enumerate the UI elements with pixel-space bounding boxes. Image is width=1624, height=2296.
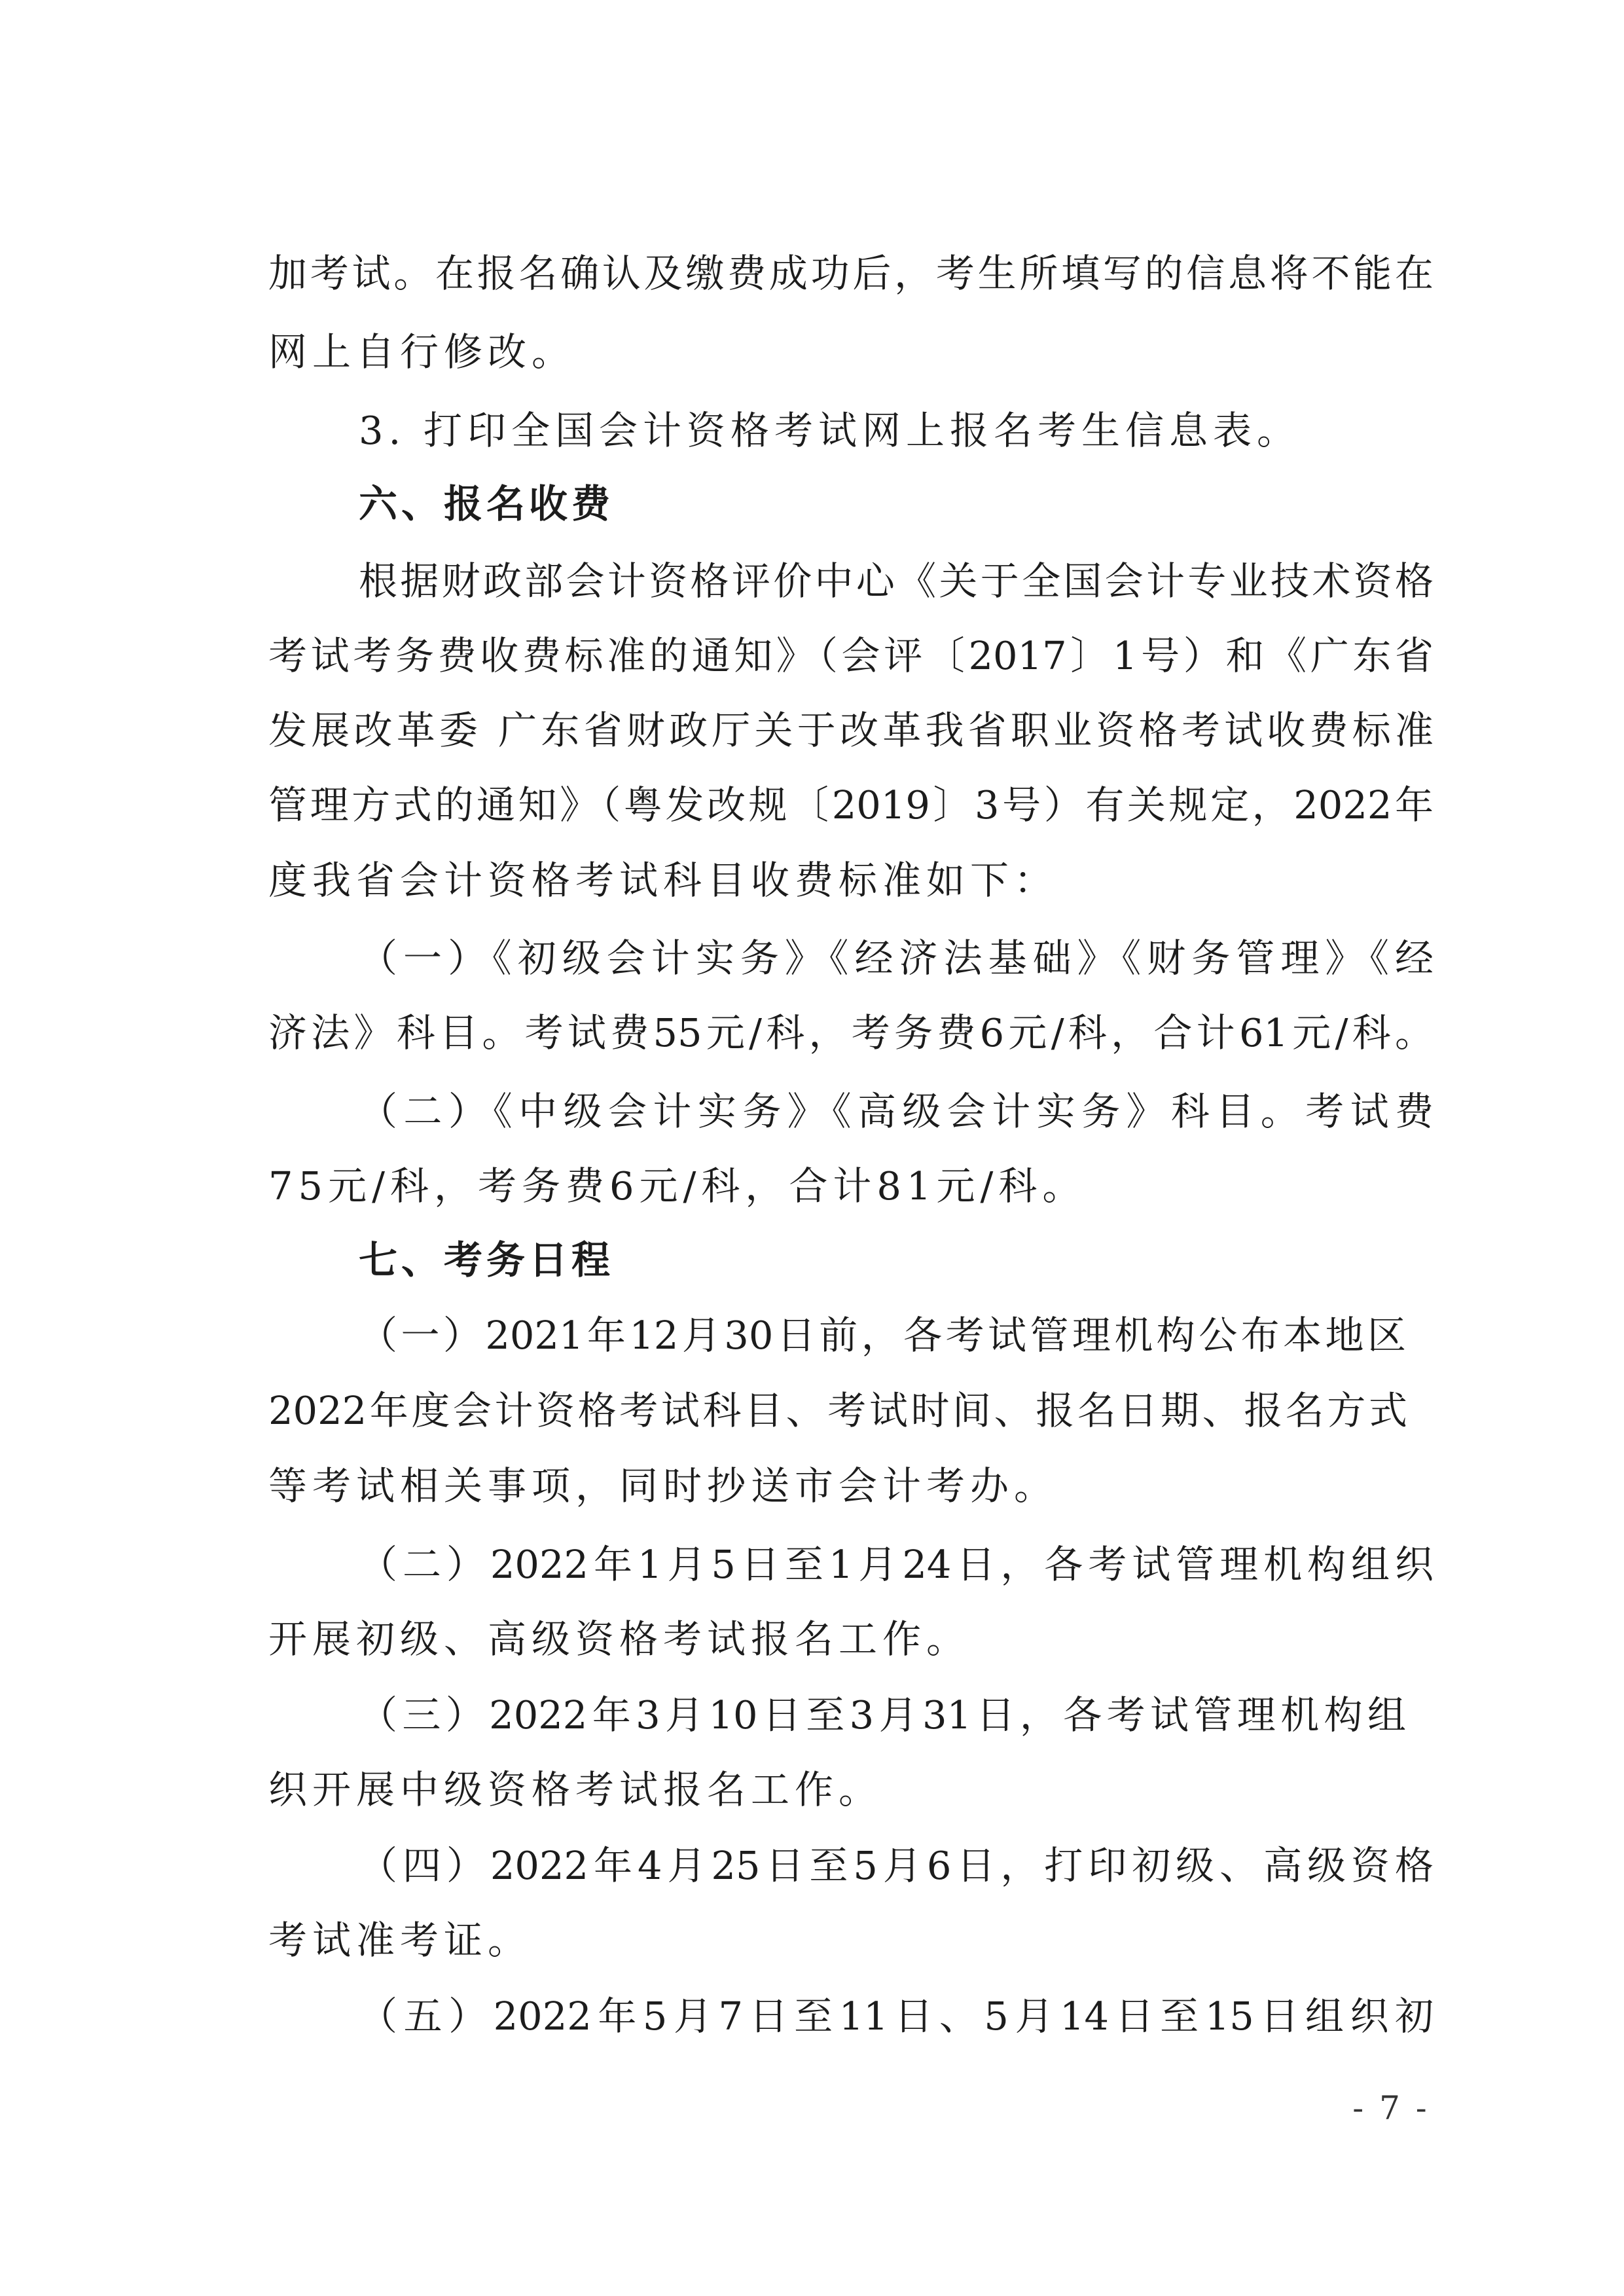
text-line: （二）《中级会计实务》《高级会计实务》科目。考试费 <box>359 1089 1434 1134</box>
text-line: （四）2022年4月25日至5月6日，打印初级、高级资格 <box>359 1843 1434 1888</box>
text-line: （一）《初级会计实务》《经济法基础》《财务管理》《经 <box>359 936 1434 981</box>
text-line: 济法》科目。考试费55元/科，考务费6元/科，合计61元/科。 <box>268 1010 1434 1055</box>
page-number: - 7 - <box>1352 2089 1430 2127</box>
text-line: 管理方式的通知》（粤发改规〔2019〕3号）有关规定，2022年 <box>268 782 1434 828</box>
text-line: 度我省会计资格考试科目收费标准如下： <box>268 858 1058 903</box>
text-line: 2022年度会计资格考试科目、考试时间、报名日期、报名方式 <box>268 1388 1407 1433</box>
text-line: 加考试。在报名确认及缴费成功后，考生所填写的信息将不能在 <box>268 251 1434 296</box>
text-line: 开展初级、高级资格考试报名工作。 <box>268 1616 971 1662</box>
text-line: 发展改革委 广东省财政厅关于改革我省职业资格考试收费标准 <box>268 708 1434 753</box>
text-line: 根据财政部会计资格评价中心《关于全国会计专业技术资格 <box>359 558 1434 604</box>
text-line: 考试考务费收费标准的通知》（会评〔2017〕1号）和《广东省 <box>268 633 1434 678</box>
text-line: 等考试相关事项，同时抄送市会计考办。 <box>268 1463 1058 1508</box>
section-heading-fees: 六、报名收费 <box>359 481 615 526</box>
text-line: （五）2022年5月7日至11日、5月14日至15日组织初 <box>359 1994 1434 2039</box>
text-line: 考试准考证。 <box>268 1918 532 1963</box>
text-line: 网上自行修改。 <box>268 329 576 374</box>
text-line: 3. 打印全国会计资格考试网上报名考生信息表。 <box>359 408 1301 453</box>
text-line: （一）2021年12月30日前，各考试管理机构公布本地区 <box>359 1313 1406 1358</box>
section-heading-schedule: 七、考务日程 <box>359 1237 615 1283</box>
text-line: （二）2022年1月5日至1月24日，各考试管理机构组织 <box>359 1542 1434 1587</box>
text-line: 75元/科，考务费6元/科，合计81元/科。 <box>268 1163 1087 1209</box>
text-line: 织开展中级资格考试报名工作。 <box>268 1767 883 1812</box>
text-line: （三）2022年3月10日至3月31日，各考试管理机构组 <box>359 1692 1406 1738</box>
